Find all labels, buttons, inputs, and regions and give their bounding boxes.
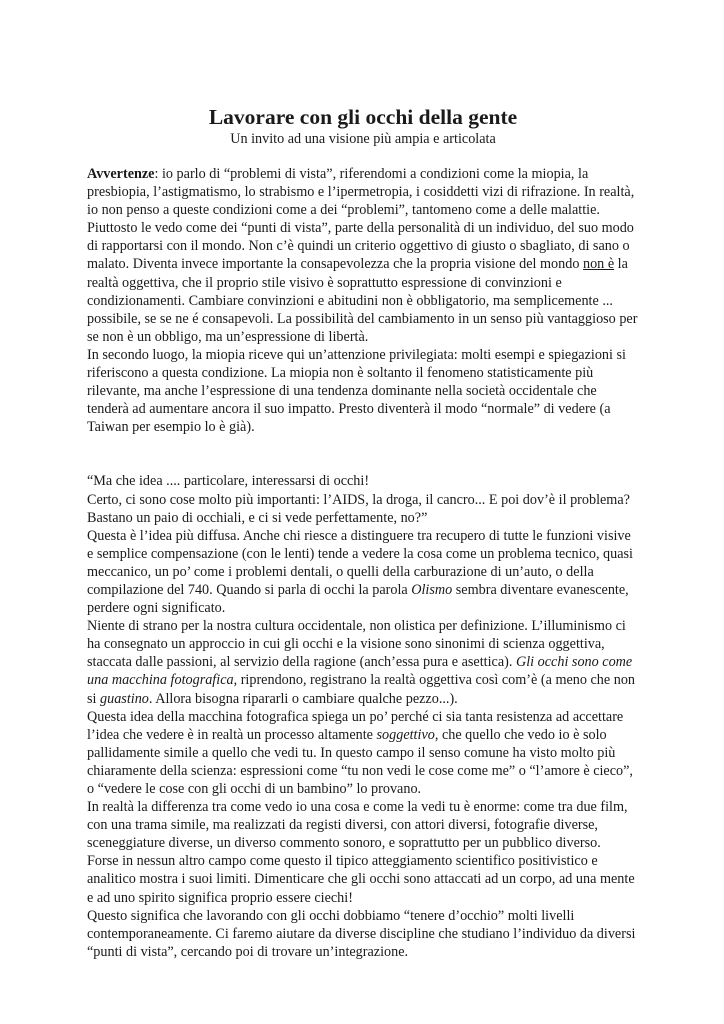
paragraph-text: : io parlo di “problemi di vista”, riferendomi a condizioni come la miopia, la presbiopia, l’astigmatismo, lo strabismo e l’ipermetropia, i cosiddetti vizi di rifrazione. In realtà, io non penso a queste condizioni come a dei “problemi”, tantomeno come a delle malattie. Piuttosto le vedo come dei “punti di vista”, parte della personalità di un individuo, del suo modo di rapportarsi con il mondo. Non c’è quindi un criterio oggettivo di giusto o sbagliato, di sano o malato. Diventa invece importante la consapevolezza che la propria visione del mondo: [87, 166, 635, 273]
paragraph-illuminismo: [87, 617, 639, 707]
paragraph-differenza: In realtà la differenza tra come vedo io una cosa e come la vedi tu è enorme: come tra due film, con una trama simile, ma realizzati da registi diversi, con attori diversi, fotografie diverse, sceneggiature diverse, un diverso commento sonoro, e soprattutto per un pubblico diverso.: [87, 799, 628, 852]
paragraph-text: , riprendono, registrano la realtà oggettiva così com’è (a meno che non si: [87, 672, 636, 707]
paragraph-limiti: Forse in nessun altro campo come questo il tipico atteggiamento scientifico positivistico e analitico mostra i suoi limiti. Dimenticare che gli occhi sono attaccati ad un corpo, ad una mente e ad uno spirito significa proprio essere ciechi!: [87, 853, 635, 906]
paragraph-text: la realtà oggettiva, che il proprio stile visivo è soprattutto espressione di convinzioni e condizionamenti. Cambiare convinzioni e abitudini non è obbligatorio, ma semplicemente ... possibile, se se ne é consapevoli. La possibilità del cambiamento in un senso più vantaggioso per se non è un obbligo, ma un’espressione di libertà.: [87, 256, 638, 345]
quote-line-1: “Ma che idea .... particolare, interessarsi di occhi!: [87, 473, 370, 490]
paragraph-miopia: In secondo luogo, la miopia riceve qui un’attenzione privilegiata: molti esempi e spiegazioni si riferiscono a questa condizione. La miopia non è soltanto il fenomeno statisticamente più rilevante, ma anche l’espressione di una tendenza dominante nella società occidentale che tenderà ad aumentare ancora il suo impatto. Presto diventerà il modo “normale” di vedere (a Taiwan per esempio lo è già).: [87, 346, 626, 436]
paragraph-text: Niente di strano per la nostra cultura occidentale, non olistica per definizione. L’illuminismo ci ha consegnato un approccio in cui gli occhi e la visione sono sinonimi di scienza oggettiva, staccata dalle passioni, al servizio della ragione (anch’essa pura e asettica).: [87, 618, 626, 671]
paragraph-conclusione: Questo significa che lavorando con gli occhi dobbiamo “tenere d’occhio” molti livelli contemporaneamente. Ci faremo aiutare da diverse discipline che studiano l’individuo da diversi “punti di vista”, cercando poi di trovare un’integrazione.: [87, 907, 636, 960]
paragraph-text: . Allora bisogna ripararli o cambiare qualche pezzo...).: [148, 690, 458, 707]
document-page: [87, 104, 639, 961]
paragraph-macchina-fotografica: [87, 708, 639, 798]
paragraph-avvertenze: [87, 165, 639, 346]
italic-text: Gli occhi sono come una macchina fotografica: [87, 654, 633, 689]
avvertenze-label: Avvertenze: [87, 166, 155, 182]
page-subtitle: Un invito ad una visione più ampia e articolata: [230, 131, 496, 147]
section-spacer: [87, 436, 639, 472]
paragraph-idea-diffusa: [87, 527, 639, 617]
italic-text: guastino: [100, 690, 149, 707]
page-title: Lavorare con gli occhi della gente: [208, 105, 518, 129]
paragraph-text: Questa idea della macchina fotografica spiega un po’ perché ci sia tanta resistenza ad accettare l’idea che vedere è in realtà un processo altamente: [87, 708, 624, 743]
paragraph-text: , che quello che vedo io è solo pallidamente simile a quello che vedi tu. In questo campo il senso comune ha visto molto più chiaramente della scienza: espressioni come “tu non vedi le cose come me” o “l’amore è cieco”, o “vedere le cose con gli occhi di un bambino” lo provano.: [87, 726, 633, 797]
italic-text: soggettivo: [376, 726, 435, 743]
paragraph-text: sembra diventare evanescente, perdere ogni significato.: [87, 581, 629, 617]
quote-line-2: Certo, ci sono cose molto più importanti: l’AIDS, la droga, il cancro... E poi dov’è il problema? Bastano un paio di occhiali, e ci si vede perfettamente, no?”: [87, 491, 630, 526]
underlined-text: non è: [582, 256, 615, 273]
italic-text: Olismo: [411, 581, 453, 598]
paragraph-text: Questa è l’idea più diffusa. Anche chi riesce a distinguere tra recupero di tutte le funzioni visive e semplice compensazione (con le lenti) tende a vedere la cosa come un problema tecnico, quasi meccanico, un po’ come i problemi dentali, o quelli della carburazione di un’auto, o della compilazione del 740. Quando si parla di occhi la parola: [87, 527, 633, 598]
